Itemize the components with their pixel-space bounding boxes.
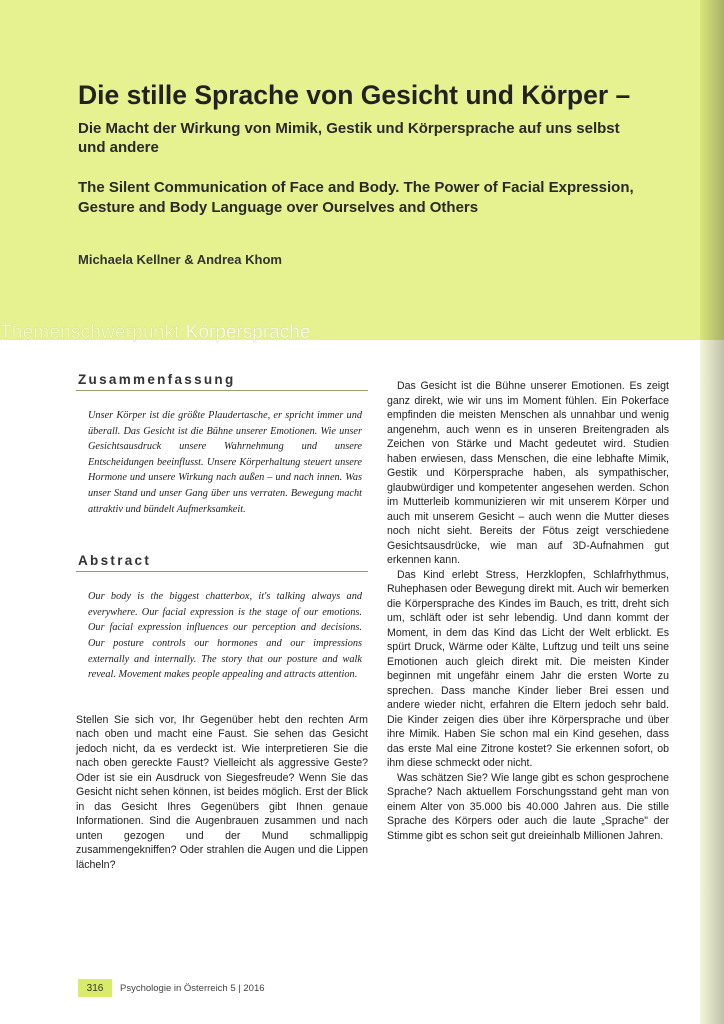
subtitle-german: Die Macht der Wirkung von Mimik, Gestik und Körpersprache auf uns selbst und andere: [78, 120, 620, 156]
theme-label: Themenschwerpunkt: [0, 322, 180, 343]
page-number: 316: [86, 982, 104, 994]
summary-text: Unser Körper ist die größte Plaudertasche, er spricht immer und überall. Das Gesicht ist die Bühne unserer Emotionen. Wie unser Gesichtsausdruck unsere Wahrnehmung und unsere Entscheidungen beeinflusst. Unsere Körperhaltung steuert unsere Hormone und unsere Wirkung nach außen – und nach innen. Was unser Stand und unser Gang über uns verraten. Bewegung macht attraktiv und bündelt Aufmerksamkeit.: [88, 410, 362, 515]
left-column: [76, 372, 368, 872]
abstract-text: Our body is the biggest chatterbox, it's talking always and everywhere. Our facial expression is the stage of our emotions. Our facial expression influences our perception and decisions. Our posture controls our hormones and our impressions externally and internally. The story that our posture and walk reveal. Movement makes people appealing and attracts attention.: [88, 591, 362, 681]
page-spine-shadow-top: [700, 0, 724, 340]
abstract-section: [76, 553, 368, 683]
header-band: [0, 0, 700, 340]
summary-section: [76, 372, 368, 517]
page-number-box: [78, 979, 112, 997]
article-title: Die stille Sprache von Gesicht und Körper –: [78, 80, 631, 110]
journal-citation: Psychologie in Österreich 5 | 2016: [120, 982, 265, 994]
summary-heading: Zusammenfassung: [76, 372, 368, 391]
body-paragraph-left: Stellen Sie sich vor, Ihr Gegenüber hebt den rechten Arm nach oben und macht eine Faust. Sie sehen das Gesicht jedoch nicht, da es verdeckt ist. Wie interpretieren Sie die nach oben gereckte Faust? Vielleicht als aggressive Geste? Oder ist sie ein Ausdruck von Siegesfreude? Wenn Sie das Gesicht nicht sehen können, ist beides möglich. Erst der Blick in das Gesicht Ihres Gegenübers gibt Ihnen genaue Informationen. Sind die Augenbrauen zusammen und nach unten gezogen und der Mund schmallippig zusammengekniffen? Oder strahlen die Augen und die Lippen lächeln?: [76, 713, 368, 871]
body-paragraph: Das Gesicht ist die Bühne unserer Emotionen. Es zeigt ganz direkt, wie wir uns im Moment fühlen. Ein Pokerface empfinden die meisten Menschen als unnahbar und wenig angenehm, auch wenn es in unseren Breitengraden als Zeichen von Stärke und Macht gedeutet wird. Studien haben erwiesen, dass Menschen, die eine lebhafte Mimik, Gestik und Körpersprache haben, als sympathischer, glaubwürdiger und kompetenter angesehen werden. Schon im Mutterleib kommunizieren wir mit unserem Körper und auch mit unserem Gesicht – auch wenn die Mutter dieses noch nicht sieht. Bereits der Fötus zeigt verschiedene Gesichtsausdrücke, wie man auf 3D-Aufnahmen gut erkennen kann.: [387, 380, 669, 566]
theme-bar: [0, 322, 310, 344]
abstract-heading: Abstract: [76, 553, 368, 572]
right-column: [387, 379, 669, 843]
page-footer: [78, 979, 265, 997]
body-paragraph: Das Kind erlebt Stress, Herzklopfen, Schlafrhythmus, Ruhephasen oder Bewegung direkt mit. Auch wir bemerken die Körpersprache des Kindes im Bauch, es tritt, dreht sich um, schläft oder ist sehr lebendig. Und dann kommt der Moment, in dem das Kind das Licht der Welt erblickt. Es spürt Druck, Wärme oder Kälte, Luftzug und teilt uns seine Emotionen auch gleich direkt mit. Die meisten Kinder beginnen mit ungefähr einem Jahr die ersten Worte zu sprechen. Dass manche Kinder lieber Brei essen und andere wieder nicht, erfahren die Eltern jedoch sehr bald. Die Kinder zeigen dies über ihre Körpersprache und über ihre Mimik. Haben Sie schon mal ein Kind gesehen, dass das erste Mal eine Zitrone kostet? Sie erkennen sofort, ob ihm diese schmeckt oder nicht.: [387, 568, 669, 769]
theme-topic: Körpersprache: [185, 322, 311, 343]
subtitle-english: The Silent Communication of Face and Body. The Power of Facial Expression, Gesture and Body Language over Ourselves and Others: [78, 179, 634, 216]
body-paragraph: Was schätzen Sie? Wie lange gibt es schon gesprochene Sprache? Nach aktuellem Forschungsstand geht man von einem Alter von 35.000 bis 40.000 Jahren aus. Die stille Sprache des Körpers oder auch die laute „Sprache" der Stimme gibt es schon seit gut dreieinhalb Millionen Jahren.: [387, 771, 669, 842]
authors: Michaela Kellner & Andrea Khom: [78, 252, 282, 267]
